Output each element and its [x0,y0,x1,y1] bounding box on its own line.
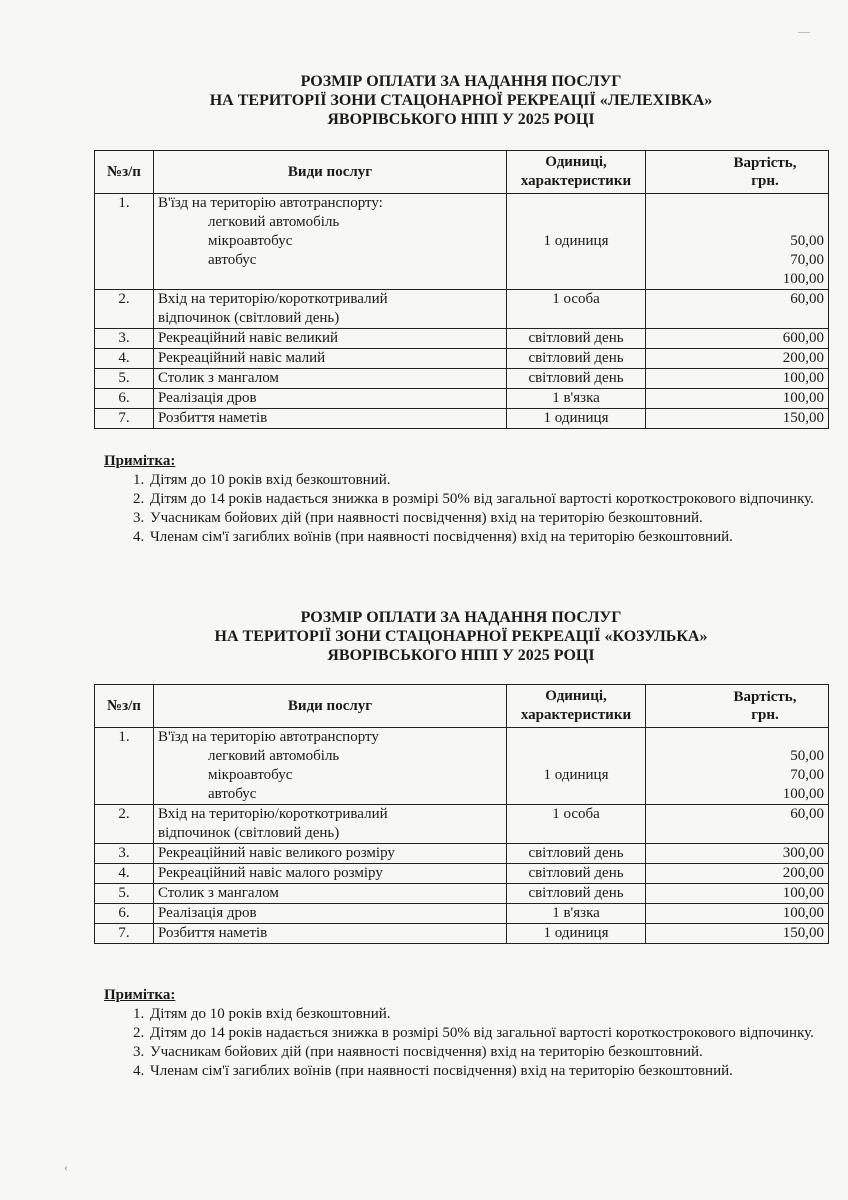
note-item: 3. Учасникам бойових дій (при наявності посвідчення) вхід на територію безкоштовний. [148,509,834,528]
header-unit-line: характеристики [520,707,632,723]
service-line: Вхід на територію/короткотривалий [158,806,388,822]
table-row [95,864,829,884]
row-service: Рекреаційний навіс великого розміру [154,844,507,864]
price-value: 100,00 [782,271,824,287]
table-row [95,194,829,290]
header-service: Види послуг [154,151,507,194]
service-line: відпочинок (світловий день) [158,310,340,326]
table-header-row [95,685,829,728]
row-num: 2. [95,290,154,329]
row-price: 150,00 [646,409,829,429]
table-header-row [95,151,829,194]
header-unit-line: Одиниці, [545,688,607,704]
section1-title-line: НА ТЕРИТОРІЇ ЗОНИ СТАЦОНАРНОЇ РЕКРЕАЦІЇ «ЛЕЛЕХІВКА» [209,92,713,109]
row-unit: 1 особа [507,290,646,329]
price-value: 100,00 [782,786,824,802]
note-item: 3. Учасникам бойових дій (при наявності посвідчення) вхід на територію безкоштовний. [148,1043,834,1062]
row-service [154,290,507,329]
price-value: 50,00 [790,233,824,249]
row-service [154,805,507,844]
row-unit: 1 в'язка [507,389,646,409]
row-price: 100,00 [646,369,829,389]
note-item: 2. Дітям до 14 років надається знижка в розмірі 50% від загальної вартості короткострокового відпочинку. [148,1024,834,1043]
price-value: 70,00 [790,252,824,268]
table-row [95,349,829,369]
row-price: 200,00 [646,349,829,369]
row-num: 5. [95,369,154,389]
row-price: 300,00 [646,844,829,864]
service-line: легковий автомобіль [208,214,340,230]
service-line: В'їзд на територію автотранспорту: [158,195,383,211]
table-row [95,924,829,944]
row-price: 200,00 [646,864,829,884]
row-num: 4. [95,349,154,369]
service-line: легковий автомобіль [208,748,340,764]
row-num: 6. [95,389,154,409]
price-value: 50,00 [790,748,824,764]
note-title: Примітка: [104,453,176,469]
table-row [95,329,829,349]
row-unit: світловий день [507,369,646,389]
row-unit: 1 особа [507,805,646,844]
service-line: відпочинок (світловий день) [158,825,340,841]
header-service: Види послуг [154,685,507,728]
table-row [95,409,829,429]
header-num: №з/п [95,685,154,728]
row-num: 5. [95,884,154,904]
header-price-line: Вартість, [733,155,797,171]
header-unit-line: Одиниці, [545,154,607,170]
row-unit: світловий день [507,349,646,369]
scan-mark: — [798,24,810,38]
price-value: 70,00 [790,767,824,783]
section1-title-line: РОЗМІР ОПЛАТИ ЗА НАДАННЯ ПОСЛУГ [300,73,622,90]
section1-fee-table [94,150,829,429]
row-price: 100,00 [646,884,829,904]
service-line: мікроавтобус [208,767,293,783]
row-num: 6. [95,904,154,924]
row-price: 150,00 [646,924,829,944]
service-line: В'їзд на територію автотранспорту [158,729,379,745]
row-num: 2. [95,805,154,844]
row-price [646,194,829,290]
table-row [95,290,829,329]
row-service: Реалізація дров [154,389,507,409]
table-row [95,805,829,844]
service-line: автобус [208,786,257,802]
header-price [646,151,829,194]
row-price: 600,00 [646,329,829,349]
row-unit [507,194,646,290]
row-service: Рекреаційний навіс малий [154,349,507,369]
section1-title-line: ЯВОРІВСЬКОГО НПП У 2025 РОЦІ [327,111,595,128]
row-price [646,728,829,805]
note-item: 4. Членам сім'ї загиблих воїнів (при наявності посвідчення) вхід на територію безкоштовний. [148,1062,834,1081]
note-item: 1. Дітям до 10 років вхід безкоштовний. [148,471,834,490]
table-row [95,904,829,924]
header-num: №з/п [95,151,154,194]
row-unit: світловий день [507,864,646,884]
unit-value: 1 одиниця [543,233,609,249]
table-row [95,389,829,409]
note-item: 4. Членам сім'ї загиблих воїнів (при наявності посвідчення) вхід на територію безкоштовний. [148,528,834,547]
header-price-line: грн. [751,173,779,189]
row-price: 100,00 [646,389,829,409]
note-item: 1. Дітям до 10 років вхід безкоштовний. [148,1005,834,1024]
header-price-line: грн. [751,707,779,723]
section1-title [94,72,828,129]
table-row [95,884,829,904]
row-unit [507,728,646,805]
row-service: Розбиття наметів [154,409,507,429]
header-unit [507,151,646,194]
header-unit [507,685,646,728]
row-service [154,728,507,805]
section2-notes [104,986,834,1081]
section2-title-line: НА ТЕРИТОРІЇ ЗОНИ СТАЦОНАРНОЇ РЕКРЕАЦІЇ «КОЗУЛЬКА» [214,628,708,645]
row-unit: 1 одиниця [507,924,646,944]
note-item: 2. Дітям до 14 років надається знижка в розмірі 50% від загальної вартості короткострокового відпочинку. [148,490,834,509]
service-line: мікроавтобус [208,233,293,249]
row-service: Реалізація дров [154,904,507,924]
section2-fee-table [94,684,829,944]
row-service: Розбиття наметів [154,924,507,944]
row-service: Рекреаційний навіс малого розміру [154,864,507,884]
row-unit: світловий день [507,844,646,864]
row-num: 3. [95,844,154,864]
row-num: 1. [95,728,154,805]
row-service: Столик з мангалом [154,884,507,904]
row-price: 60,00 [646,805,829,844]
row-num: 4. [95,864,154,884]
row-unit: світловий день [507,884,646,904]
row-num: 3. [95,329,154,349]
row-num: 7. [95,409,154,429]
header-unit-line: характеристики [520,173,632,189]
row-service [154,194,507,290]
row-service: Рекреаційний навіс великий [154,329,507,349]
table-row [95,844,829,864]
service-line: автобус [208,252,257,268]
unit-value: 1 одиниця [543,767,609,783]
table-row [95,369,829,389]
row-service: Столик з мангалом [154,369,507,389]
row-unit: 1 одиниця [507,409,646,429]
row-unit: 1 в'язка [507,904,646,924]
table-row [95,728,829,805]
row-num: 7. [95,924,154,944]
header-price-line: Вартість, [733,689,797,705]
section2-title-line: ЯВОРІВСЬКОГО НПП У 2025 РОЦІ [327,647,595,664]
note-title: Примітка: [104,987,176,1003]
row-price: 100,00 [646,904,829,924]
scan-mark: ‹ [64,1160,68,1174]
header-price [646,685,829,728]
row-price: 60,00 [646,290,829,329]
section2-title [94,608,828,665]
section1-notes [104,452,834,547]
section2-title-line: РОЗМІР ОПЛАТИ ЗА НАДАННЯ ПОСЛУГ [300,609,622,626]
row-num: 1. [95,194,154,290]
service-line: Вхід на територію/короткотривалий [158,291,388,307]
row-unit: світловий день [507,329,646,349]
